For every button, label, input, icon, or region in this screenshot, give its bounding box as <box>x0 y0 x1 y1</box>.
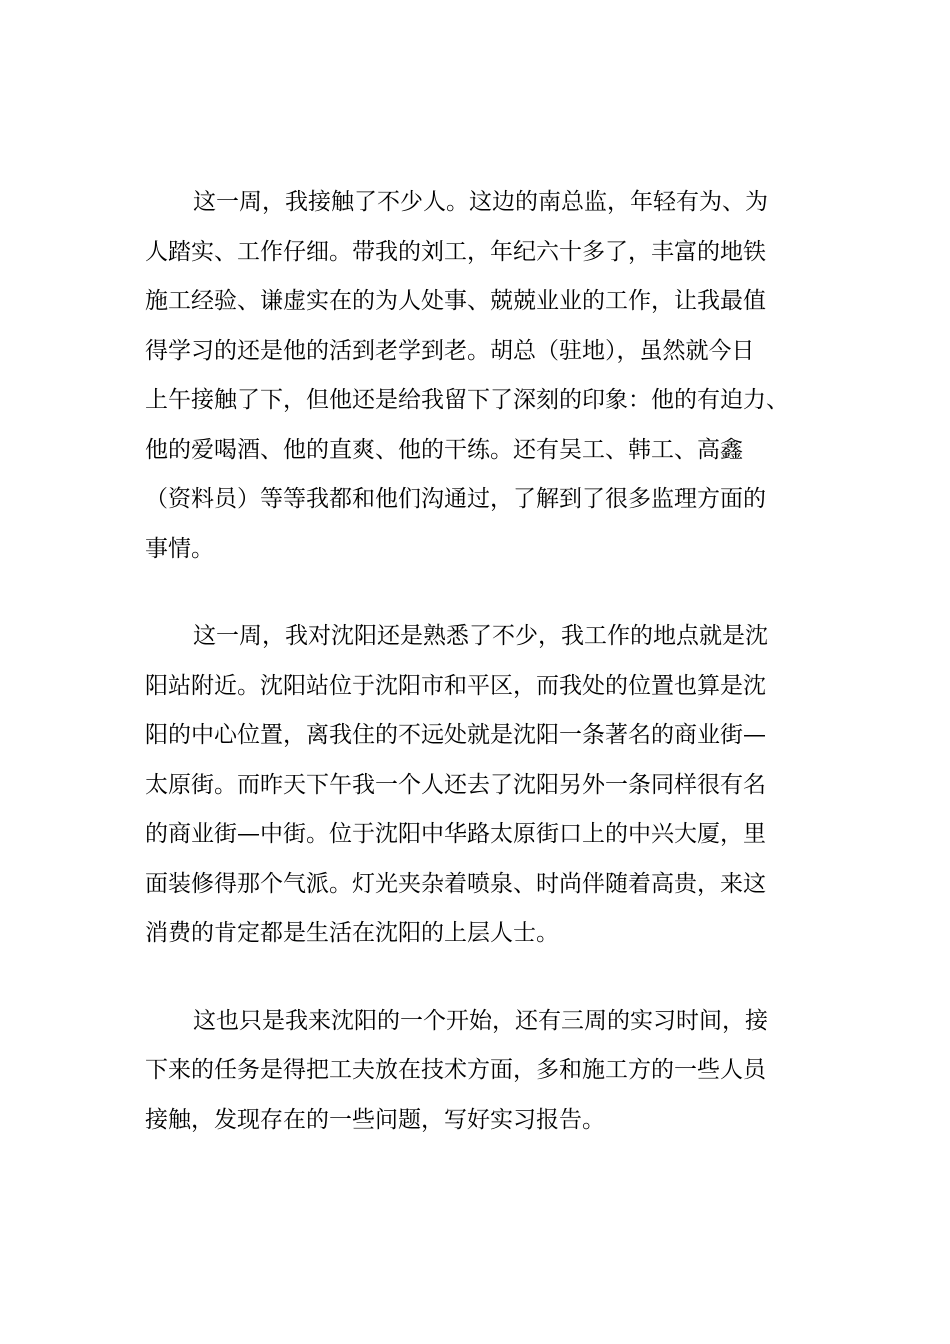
paragraph-spacer <box>145 959 810 997</box>
paragraph-2 <box>145 612 810 959</box>
paragraph-line: 下来的任务是得把工夫放在技术方面，多和施工方的一些人员 <box>145 1057 766 1083</box>
paragraph-line: 阳的中心位置，离我住的不远处就是沈阳一条著名的商业街— <box>145 722 766 748</box>
paragraph-line: 上午接触了下，但他还是给我留下了深刻的印象：他的有迫力、 <box>145 387 789 413</box>
paragraph-line: 事情。 <box>145 535 214 562</box>
paragraph-line: 人踏实、工作仔细。带我的刘工，年纪六十多了，丰富的地铁 <box>145 238 766 265</box>
paragraph-line: 这一周，我接触了不少人。这边的南总监，年轻有为、为 <box>193 189 768 215</box>
paragraph-1 <box>145 178 810 574</box>
paragraph-3 <box>145 997 810 1146</box>
paragraph-spacer <box>145 574 810 612</box>
paragraph-line: 他的爱喝酒、他的直爽、他的干练。还有吴工、韩工、高鑫 <box>145 436 743 463</box>
document-body <box>145 178 810 1145</box>
paragraph-line: 阳站附近。沈阳站位于沈阳市和平区，而我处的位置也算是沈 <box>145 672 766 699</box>
paragraph-line: 的商业街—中街。位于沈阳中华路太原街口上的中兴大厦，里 <box>145 821 766 847</box>
paragraph-line: 这也只是我来沈阳的一个开始，还有三周的实习时间，接 <box>193 1007 768 1034</box>
paragraph-line: （资料员）等等我都和他们沟通过，了解到了很多监理方面的 <box>145 486 766 512</box>
paragraph-line: 施工经验、谦虚实在的为人处事、兢兢业业的工作，让我最值 <box>145 288 766 314</box>
paragraph-line: 这一周，我对沈阳还是熟悉了不少，我工作的地点就是沈 <box>193 623 768 649</box>
paragraph-line: 面装修得那个气派。灯光夹杂着喷泉、时尚伴随着高贵，来这 <box>145 870 766 897</box>
paragraph-line: 太原街。而昨天下午我一个人还去了沈阳另外一条同样很有名 <box>145 771 766 798</box>
paragraph-line: 接触，发现存在的一些问题，写好实习报告。 <box>145 1106 605 1133</box>
paragraph-line: 得学习的还是他的活到老学到老。胡总（驻地），虽然就今日 <box>145 337 755 364</box>
paragraph-line: 消费的肯定都是生活在沈阳的上层人士。 <box>145 920 559 946</box>
